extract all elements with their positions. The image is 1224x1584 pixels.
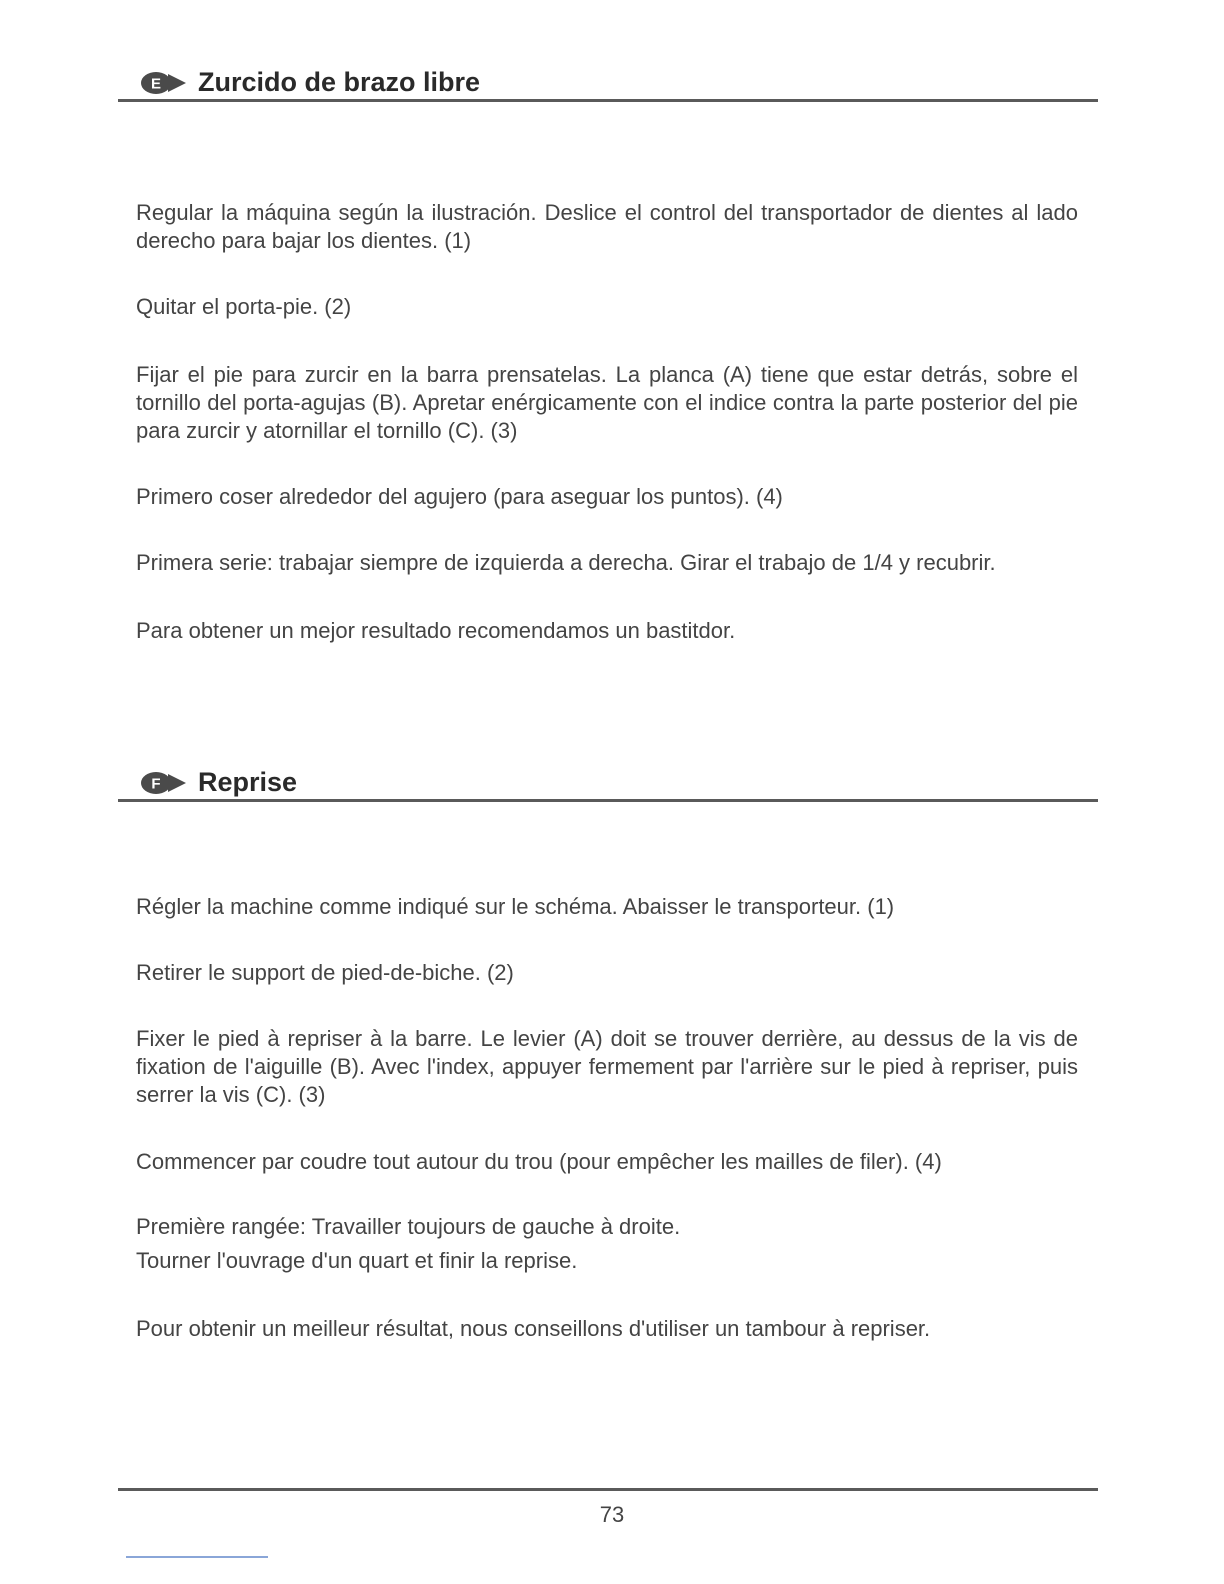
section-e-rule [118, 99, 1098, 102]
language-badge-icon [140, 770, 188, 796]
section-e-paragraph: Quitar el porta-pie. (2) [136, 294, 352, 319]
section-e-badge-letter: E [150, 75, 162, 93]
section-e-title: Zurcido de brazo libre [198, 67, 481, 97]
section-f-paragraph: Fixer le pied à repriser à la barre. Le levier (A) doit se trouver derrière, au dessus de la vis de fixation de l'aiguille (B). Avec l'index, appuyer fermement par l'arrière sur le pied à repriser, puis serrer la vis (C). (3) [136, 1026, 1078, 1107]
language-badge-icon [140, 70, 188, 96]
section-e-paragraph: Fijar el pie para zurcir en la barra prensatelas. La planca (A) tiene que estar detrás, sobre el tornillo del porta-agujas (B). Apretar enérgicamente con el indice contra la parte posterior del pie para zurcir y atornillar el tornillo (C). (3) [136, 362, 1078, 443]
section-f-paragraph: Première rangée: Travailler toujours de gauche à droite. [136, 1214, 681, 1239]
section-f-rule [118, 799, 1098, 802]
section-e-paragraph: Para obtener un mejor resultado recomendamos un bastitdor. [136, 618, 736, 643]
section-e-paragraph: Primera serie: trabajar siempre de izquierda a derecha. Girar el trabajo de 1/4 y recubrir. [136, 550, 996, 575]
corner-decoration-line [126, 1556, 268, 1558]
footer-rule [118, 1488, 1098, 1491]
section-e-header [118, 66, 1098, 102]
section-f-paragraph: Pour obtenir un meilleur résultat, nous conseillons d'utiliser un tambour à repriser. [136, 1316, 931, 1341]
section-f-paragraph: Tourner l'ouvrage d'un quart et finir la reprise. [136, 1248, 578, 1273]
page-number: 73 [599, 1502, 625, 1527]
section-e-paragraph: Primero coser alrededor del agujero (para aseguar los puntos). (4) [136, 484, 783, 509]
section-e-paragraph: Regular la máquina según la ilustración. Deslice el control del transportador de dientes al lado derecho para bajar los dientes. (1) [136, 200, 1078, 253]
section-f-title: Reprise [198, 767, 298, 797]
section-f-header [118, 766, 1098, 802]
section-f-paragraph: Commencer par coudre tout autour du trou (pour empêcher les mailles de filer). (4) [136, 1149, 942, 1174]
section-f-badge-letter: F [151, 775, 161, 793]
section-f-paragraph: Régler la machine comme indiqué sur le schéma. Abaisser le transporteur. (1) [136, 894, 895, 919]
section-f-paragraph: Retirer le support de pied-de-biche. (2) [136, 960, 514, 985]
